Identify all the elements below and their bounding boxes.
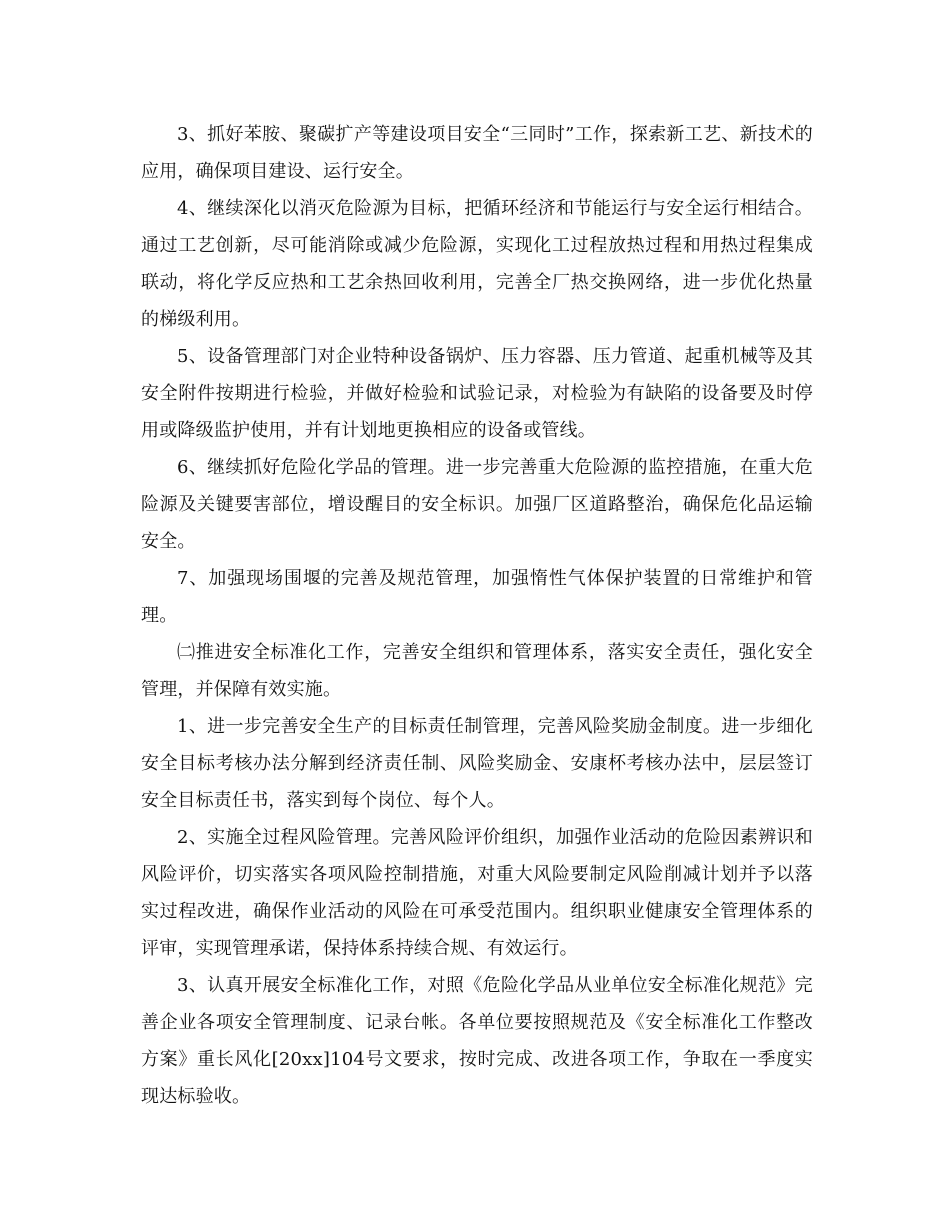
paragraph-item-4-hazard-source: 4、继续深化以消灭危险源为目标，把循环经济和节能运行与安全运行相结合。通过工艺创新，尽可能消除或减少危险源，实现化工过程放热过程和用热过程集成联动，将化学反应热和工艺余热回收利用，完善全厂热交换网络，进一步优化热量的梯级利用。 <box>141 198 813 330</box>
paragraph-item-1-responsibility: 1、进一步完善安全生产的目标责任制管理，完善风险奖励金制度。进一步细化安全目标考核办法分解到经济责任制、风险奖励金、安康杯考核办法中，层层签订安全目标责任书，落实到每个岗位、每个人。 <box>141 716 813 811</box>
paragraph-item-3-standardization-work: 3、认真开展安全标准化工作，对照《危险化学品从业单位安全标准化规范》完善企业各项安全管理制度、记录台帐。各单位要按照规范及《安全标准化工作整改方案》重长风化[20xx]104号文要求，按时完成、改进各项工作，争取在一季度实现达标验收。 <box>141 975 813 1107</box>
document-body <box>141 116 813 1115</box>
paragraph-item-5-equipment: 5、设备管理部门对企业特种设备锅炉、压力容器、压力管道、起重机械等及其安全附件按期进行检验，并做好检验和试验记录，对检验为有缺陷的设备要及时停用或降级监护使用，并有计划地更换相应的设备或管线。 <box>141 346 813 441</box>
paragraph-item-7-cofferdam: 7、加强现场围堰的完善及规范管理，加强惰性气体保护装置的日常维护和管理。 <box>141 568 813 626</box>
paragraph-item-2-risk-management: 2、实施全过程风险管理。完善风险评价组织，加强作业活动的危险因素辨识和风险评价，切实落实各项风险控制措施，对重大风险要制定风险削减计划并予以落实过程改进，确保作业活动的风险在可承受范围内。组织职业健康安全管理体系的评审，实现管理承诺，保持体系持续合规、有效运行。 <box>141 827 813 959</box>
paragraph-item-3-project: 3、抓好苯胺、聚碳扩产等建设项目安全“三同时”工作，探索新工艺、新技术的应用，确保项目建设、运行安全。 <box>141 124 813 182</box>
paragraph-section-2-standardization: ㈡推进安全标准化工作，完善安全组织和管理体系，落实安全责任，强化安全管理，并保障有效实施。 <box>141 642 813 700</box>
paragraph-item-6-hazardous-chemicals: 6、继续抓好危险化学品的管理。进一步完善重大危险源的监控措施，在重大危险源及关键要害部位，增设醒目的安全标识。加强厂区道路整治，确保危化品运输安全。 <box>141 457 813 552</box>
